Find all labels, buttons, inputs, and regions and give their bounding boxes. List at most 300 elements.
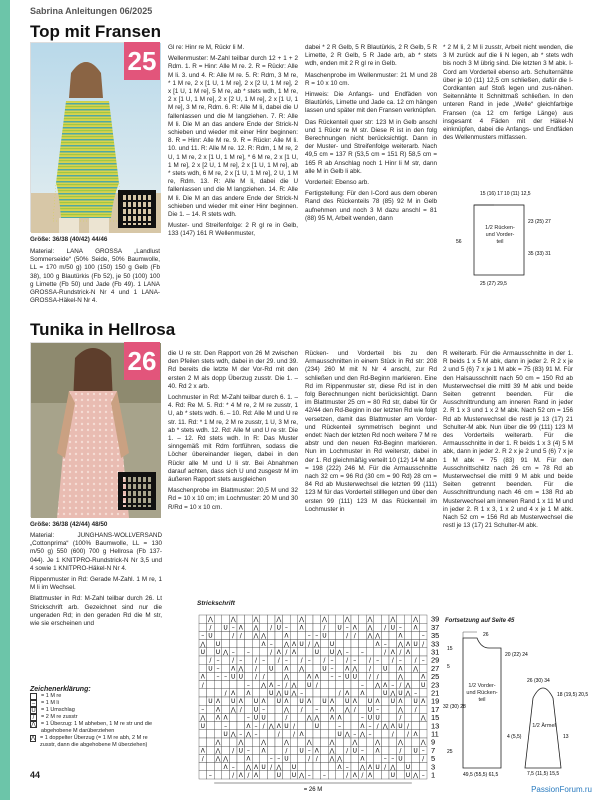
chart-cell	[351, 713, 359, 721]
paragraph: Blattmuster in Rd: M-Zahl teilbar durch 26. Lt Strickschrift arb. Gezeichnet sind nur die ungeraden Rd; in den geraden Rd die M str, wie sie erscheinen und	[30, 595, 162, 628]
chart-symbol: /	[285, 649, 288, 656]
chart-cell	[222, 631, 230, 639]
chart-symbol: /	[323, 624, 326, 632]
tunika-column-2	[168, 350, 298, 515]
chart-cell	[412, 763, 420, 771]
chart-cell	[336, 705, 344, 713]
chart-cell	[267, 771, 275, 779]
chart-symbol: U	[390, 772, 396, 779]
chart-cell	[313, 615, 321, 623]
legend-text: = 1 M re	[41, 693, 62, 699]
chart-symbol: U	[261, 714, 266, 722]
chart-cell	[290, 631, 298, 639]
chart-symbol: ⋀	[352, 739, 358, 747]
chart-symbol: /	[384, 763, 387, 771]
chart-cell	[419, 664, 427, 672]
chart-symbol: U	[276, 698, 282, 706]
chart-cell	[321, 738, 329, 746]
chart-symbol: /	[414, 657, 417, 665]
chart-symbol: /	[391, 657, 394, 665]
knitting-chart	[197, 600, 459, 800]
chart-cell	[290, 656, 298, 664]
chart-symbol: ⋀	[413, 772, 419, 779]
chart-symbol: ⋀	[283, 673, 289, 681]
chart-cell	[260, 648, 268, 656]
chart-symbol: Λ	[291, 640, 297, 648]
chart-cell	[298, 738, 306, 746]
chart-symbol: /	[247, 772, 250, 779]
chart-symbol: –	[368, 731, 372, 738]
chart-cell	[351, 754, 359, 762]
chart-symbol: Λ	[329, 698, 335, 706]
chart-cell	[298, 672, 306, 680]
pattern-title-top: Top mit Fransen	[30, 22, 161, 41]
chart-cell	[283, 730, 291, 738]
chart-symbol: ⋀	[397, 739, 403, 747]
chart-symbol: /	[384, 649, 387, 656]
chart-cell	[374, 689, 382, 697]
chart-symbol: –	[216, 665, 220, 673]
chart-cell	[359, 705, 367, 713]
chart-cell	[366, 689, 374, 697]
chart-cell	[419, 615, 427, 623]
chart-symbol: –	[284, 657, 288, 665]
chart-row-label: 9	[431, 737, 436, 747]
chart-symbol: ⋀	[200, 714, 206, 722]
chart-symbol: U	[208, 698, 213, 706]
chart-cell	[351, 648, 359, 656]
chart-cell	[267, 672, 275, 680]
chart-symbol: /	[277, 657, 280, 665]
chart-cell	[321, 730, 329, 738]
chart-cell	[245, 672, 253, 680]
chart-symbol: Λ	[345, 665, 350, 673]
chart-cell	[298, 648, 306, 656]
chart-symbol: /	[422, 755, 425, 763]
chart-cell	[222, 771, 230, 779]
chart-symbol: U	[337, 731, 342, 738]
chart-cell	[381, 746, 389, 754]
chart-symbol: –	[345, 649, 349, 656]
chart-cell	[229, 722, 237, 730]
chart-symbol: ⋀	[314, 714, 320, 722]
chart-cell	[359, 738, 367, 746]
chart-symbol: –	[231, 649, 235, 656]
chart-title: Strickschrift	[197, 600, 235, 607]
chart-row-label: 37	[431, 622, 440, 632]
paragraph: Muster- und Streifenfolge: 2 R gl re in Gelb, 133 (147) 161 R Wellenmuster,	[168, 222, 298, 238]
chart-symbol: ⋀	[413, 616, 419, 624]
chart-symbol: ⋀	[215, 747, 221, 755]
legend-item	[30, 714, 162, 721]
chart-symbol: U	[390, 698, 396, 706]
chart-symbol: –	[216, 673, 220, 681]
chart-symbol: Λ	[261, 698, 266, 706]
chart-cell	[366, 648, 374, 656]
chart-symbol: Λ	[398, 632, 403, 640]
chart-cell	[214, 623, 222, 631]
chart-cell	[199, 738, 207, 746]
chart-symbol: –	[307, 747, 311, 755]
page-number: 44	[30, 770, 41, 780]
chart-cell	[222, 656, 230, 664]
chart-cell	[328, 771, 336, 779]
chart-symbol: Λ	[246, 722, 251, 730]
legend-text: = 1 Umschlag	[41, 707, 75, 713]
chart-cell	[222, 697, 230, 705]
chart-cell	[419, 689, 427, 697]
chart-cell	[313, 697, 321, 705]
chart-symbol: U	[230, 698, 236, 706]
chart-symbol: U	[375, 714, 380, 722]
chart-symbol: ⋀	[207, 616, 213, 624]
dim-arm-top: 18 (19,5) 20,5	[557, 692, 589, 698]
chart-symbol: /	[254, 673, 258, 681]
chart-symbol: U	[375, 763, 380, 771]
legend-symbol: U	[31, 708, 36, 714]
chart-symbol: ⋀	[390, 616, 396, 624]
chart-symbol: /	[239, 706, 242, 714]
chart-symbol: Λ	[337, 763, 342, 771]
paragraph: * 2 M li, 2 M li zusstr, Arbeit nicht wenden, die 3 M zurück auf die li N legen, ab * stets wdh bis noch 3 M übrig sind. Die letzten 3 M abk. I-Cord am Vorderteil ebenso arb. Schulternähte über je 10 (11) 12,5 cm schließen, dafür die I-Cordkanten auf Stoß legen und zus-nähen. Seitennähte lt Schnittmaß schließen. In den unteren Rand in jede „Welle“ gleichfarbige Fransen (ca 12 cm fertige Länge) aus insgesamt 4 Fäden mit der Häkel-N einknüpfen, dabei die Anfangs- und Endfäden des Wellenmusters mitfassen.	[443, 44, 573, 142]
chart-symbol: /	[376, 722, 379, 730]
legend-rows	[30, 693, 162, 749]
chart-cell	[343, 754, 351, 762]
chart-symbol: Λ	[238, 698, 243, 706]
chart-symbol: U	[223, 731, 228, 738]
dim-arm-side: 4 (5,5)	[507, 734, 522, 740]
chart-symbol: Λ	[291, 649, 297, 656]
chart-cell	[305, 664, 313, 672]
chart-cell	[389, 738, 397, 746]
chart-cell	[245, 656, 253, 664]
paragraph: Maschenprobe im Blattmuster: 20,5 M und 32 Rd = 10 x 10 cm; im Lochmuster: 20 M und 30 R/Rd = 10 x 10 cm.	[168, 487, 298, 511]
size-line: Größe: 36/38 (42/44) 48/50	[30, 521, 108, 528]
continue-note: Fortsetzung auf Seite 45	[445, 618, 515, 624]
chart-cell	[412, 738, 420, 746]
chart-cell	[404, 672, 412, 680]
chart-cell	[267, 615, 275, 623]
chart-symbol: Λ	[215, 698, 221, 706]
legend-text: = 1 doppelter Überzug (= 1 M re abh, 2 M re zusstr, dann die abgehobene M überziehen)	[40, 735, 148, 748]
chart-symbol: –	[224, 673, 228, 681]
chart-cell	[343, 722, 351, 730]
chart-cell	[321, 705, 329, 713]
chart-cell	[381, 738, 389, 746]
chart-cell	[389, 640, 397, 648]
sleeve-label: 1/2 Ärmel	[532, 723, 556, 729]
dim-arm-left: 13	[563, 734, 569, 740]
chart-symbol: /	[368, 657, 372, 665]
chart-symbol: ⋀	[245, 763, 251, 771]
chart-symbol: ⋀	[276, 763, 282, 771]
chart-symbol: /	[262, 673, 265, 681]
chart-cell	[305, 722, 313, 730]
chart-cell	[404, 754, 412, 762]
chart-cell	[397, 763, 405, 771]
chart-cell	[336, 631, 344, 639]
chart-symbol: /	[270, 763, 273, 771]
chart-cell	[397, 730, 405, 738]
chart-cell	[207, 763, 215, 771]
chart-symbol: U	[208, 632, 213, 640]
chart-symbol: /	[209, 624, 212, 632]
chart-cell	[305, 615, 313, 623]
chart-symbol: –	[254, 722, 258, 730]
chart-row-label: 31	[431, 647, 440, 657]
chart-cell	[199, 771, 207, 779]
chart-symbol: ⋀	[253, 616, 259, 624]
chart-cell	[298, 713, 306, 721]
chart-symbol: ⋀	[397, 640, 403, 648]
chart-cell	[328, 763, 336, 771]
chart-symbol: Λ	[307, 673, 312, 681]
chart-symbol: Λ	[223, 763, 228, 771]
chart-row-label: 11	[431, 729, 439, 739]
chart-cell	[207, 681, 215, 689]
chart-cell	[237, 615, 245, 623]
chart-symbol: Λ	[337, 714, 342, 722]
chart-symbol: ⋀	[375, 632, 381, 640]
qr-code[interactable]	[118, 190, 156, 228]
chart-cell	[229, 640, 237, 648]
chart-cell	[412, 681, 420, 689]
chart-symbol: –	[201, 632, 205, 640]
chart-symbol: –	[360, 681, 364, 689]
chart-symbol: –	[421, 772, 425, 779]
chart-symbol: ⋀	[299, 772, 305, 779]
chart-cell	[328, 615, 336, 623]
chart-cell	[245, 664, 253, 672]
chart-symbol: /	[254, 665, 258, 673]
chart-symbol: ⋀	[359, 731, 365, 738]
chart-cell	[290, 615, 298, 623]
chart-symbol: U	[420, 681, 426, 689]
chart-symbol: U	[329, 640, 335, 648]
chart-cell	[305, 689, 313, 697]
paragraph: Vorderteil: Ebenso arb.	[305, 179, 370, 187]
chart-symbol: Λ	[352, 624, 357, 632]
chart-symbol: –	[239, 657, 243, 665]
qr-code[interactable]	[118, 472, 156, 510]
chart-symbol: Λ	[246, 755, 251, 763]
chart-cell	[359, 664, 367, 672]
chart-symbol: –	[353, 731, 357, 738]
chart-symbol: Λ	[329, 714, 335, 722]
chart-symbol: /	[300, 657, 303, 665]
chart-cell	[366, 738, 374, 746]
chart-symbol: U	[314, 722, 320, 730]
legend-item	[30, 735, 162, 749]
chart-symbol: ⋀	[261, 739, 267, 747]
chart-cell	[252, 746, 260, 754]
chart-row-label: 39	[431, 614, 440, 624]
chart-cell	[207, 746, 215, 754]
chart-symbol: –	[421, 657, 425, 665]
chart-symbol: –	[208, 772, 212, 779]
chart-symbol: –	[414, 690, 418, 697]
chart-cell	[343, 738, 351, 746]
chart-cell	[290, 697, 298, 705]
chart-cell	[222, 738, 230, 746]
chart-cell	[267, 697, 275, 705]
chart-symbol: Λ	[398, 698, 403, 706]
chart-cell	[404, 705, 412, 713]
chart-symbol: U	[382, 665, 388, 673]
chart-symbol: /	[414, 706, 417, 714]
chart-cell	[412, 722, 420, 730]
chart-symbol: ⋀	[261, 632, 267, 640]
chart-symbol: /	[368, 673, 372, 681]
chart-symbol: U	[299, 640, 304, 648]
chart-cell	[321, 763, 329, 771]
chart-cell	[214, 681, 222, 689]
pattern-number-badge: 25	[124, 42, 160, 80]
chart-symbol: /	[292, 731, 296, 738]
chart-symbol: U	[367, 706, 373, 714]
chart-symbol: U	[367, 714, 373, 722]
chart-symbol: ⋀	[390, 763, 396, 771]
chart-symbol: /	[224, 690, 227, 697]
chart-symbol: Λ	[299, 731, 304, 738]
chart-grid	[197, 607, 459, 797]
chart-symbol: ⋀	[344, 731, 350, 738]
chart-symbol: Λ	[284, 665, 289, 673]
chart-symbol: /	[315, 755, 318, 763]
chart-cell	[199, 697, 207, 705]
chart-cell	[366, 754, 374, 762]
chart-symbol: –	[300, 690, 304, 697]
chart-cell	[412, 648, 420, 656]
chart-cell	[237, 681, 245, 689]
chart-cell	[397, 771, 405, 779]
chart-symbol: /	[232, 772, 235, 779]
chart-cell	[389, 672, 397, 680]
chart-symbol: ⋀	[329, 747, 335, 755]
chart-cell	[359, 656, 367, 664]
chart-cell	[374, 664, 382, 672]
chart-symbol: /	[406, 722, 410, 730]
chart-cell	[381, 656, 389, 664]
chart-symbol: U	[299, 698, 304, 706]
chart-cell	[321, 689, 329, 697]
chart-cell	[419, 623, 427, 631]
dim-height: 56	[456, 239, 462, 245]
chart-symbol: –	[315, 632, 319, 640]
chart-cell	[336, 738, 344, 746]
chart-cell	[237, 640, 245, 648]
chart-row-label: 1	[431, 770, 436, 780]
chart-symbol: ⋀	[420, 714, 426, 722]
chart-symbol: –	[254, 731, 258, 738]
chart-cell	[412, 754, 420, 762]
chart-cell	[214, 730, 222, 738]
chart-cell	[336, 771, 344, 779]
chart-cell	[237, 722, 245, 730]
chart-symbol: Λ	[345, 690, 350, 697]
chart-symbol: Λ	[413, 624, 418, 632]
chart-cell	[313, 656, 321, 664]
chart-cell	[404, 697, 412, 705]
chart-cell	[351, 763, 359, 771]
chart-cell	[419, 763, 427, 771]
chart-symbol: Λ	[231, 665, 236, 673]
chart-symbol: U	[268, 690, 274, 697]
chart-cell	[245, 640, 253, 648]
chart-symbol: U	[322, 698, 327, 706]
chart-cell	[389, 746, 397, 754]
chart-cell	[237, 689, 245, 697]
chart-cell	[419, 722, 427, 730]
chart-symbol: U	[215, 649, 221, 656]
chart-symbol: –	[315, 706, 319, 714]
chart-symbol: /	[406, 731, 410, 738]
chart-symbol: ⋀	[230, 616, 236, 624]
legend-item	[30, 721, 162, 735]
chart-symbol: /	[277, 731, 280, 738]
chart-cell	[207, 689, 215, 697]
chart-cell	[359, 623, 367, 631]
chart-symbol: U	[253, 714, 259, 722]
chart-symbol: /	[201, 755, 204, 763]
chart-symbol: /	[353, 632, 356, 640]
chart-cell	[359, 631, 367, 639]
chart-symbol: ⋀	[283, 706, 289, 714]
chart-symbol: –	[224, 722, 228, 730]
chart-cell	[419, 648, 427, 656]
chart-cell	[260, 754, 268, 762]
chart-cell	[321, 754, 329, 762]
chart-symbol: U	[200, 722, 206, 730]
chart-cell	[237, 754, 245, 762]
chart-symbol: ⋀	[397, 673, 403, 681]
chart-symbol: –	[391, 681, 395, 689]
chart-cell	[237, 648, 245, 656]
chart-cell	[328, 631, 336, 639]
size-line: Größe: 36/38 (40/42) 44/46	[30, 236, 108, 243]
chart-symbol: ⋀	[299, 665, 305, 673]
chart-cell	[290, 754, 298, 762]
chart-symbol: ⋀	[291, 681, 297, 689]
chart-cell	[207, 722, 215, 730]
chart-cell	[328, 689, 336, 697]
pattern-title-tunika: Tunika in Hellrosa	[30, 320, 176, 339]
chart-cell	[290, 705, 298, 713]
chart-cell	[267, 746, 275, 754]
chart-cell	[321, 681, 329, 689]
chart-cell	[207, 705, 215, 713]
chart-cell	[222, 664, 230, 672]
chart-cell	[404, 664, 412, 672]
chart-cell	[336, 746, 344, 754]
chart-symbol: Λ	[284, 698, 289, 706]
chart-symbol: Λ	[352, 772, 357, 779]
chart-cell	[321, 722, 329, 730]
chart-cell	[389, 664, 397, 672]
chart-symbol: –	[239, 731, 243, 738]
chart-symbol: ⋀	[329, 739, 335, 747]
chart-cell	[222, 640, 230, 648]
chart-cell	[412, 713, 420, 721]
chart-symbol: /	[353, 706, 356, 714]
chart-symbol: Λ	[360, 690, 365, 697]
top-size	[30, 236, 160, 244]
chart-symbol: U	[344, 673, 350, 681]
chart-symbol: –	[216, 657, 220, 665]
chart-symbol: U	[261, 763, 266, 771]
chart-symbol: ⋀	[375, 681, 381, 689]
chart-cell	[275, 631, 283, 639]
